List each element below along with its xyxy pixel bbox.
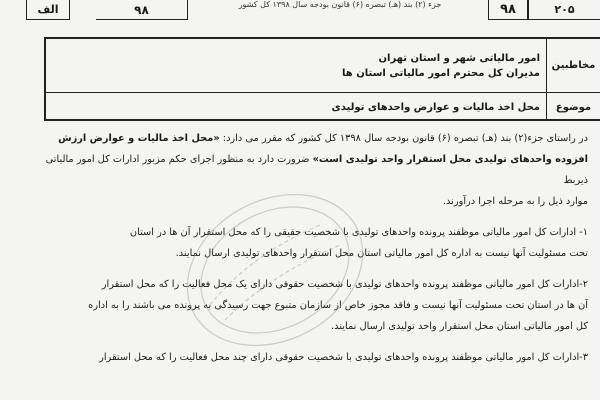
intro-text-3: موارد ذیل را به مرحله اجرا درآورند. bbox=[442, 196, 588, 207]
circular-body bbox=[40, 128, 588, 368]
item-2-line-3: کل امور مالیاتی استان محل استقرار واحد تولیدی ارسال نمایند. bbox=[331, 321, 588, 332]
document-top-strip bbox=[0, 0, 600, 22]
item-1-line-2: تحت مسئولیت آنها نیست به اداره کل امور مالیاتی استان محل استقرار واحدهای تولیدی ارسال نمایند. bbox=[175, 248, 588, 259]
subject-label: موضوع bbox=[546, 93, 600, 121]
item-2-line-1: ۲-ادارات کل امور مالیاتی موظفند پرونده واحدهای تولیدی با شخصیت حقوقی دارای یک محل فعالیت را که محل استقرار bbox=[101, 279, 588, 290]
addressee-line-1: امور مالیاتی شهر و استان تهران bbox=[378, 52, 540, 64]
addressees-row bbox=[46, 39, 600, 93]
addressees-label: مخاطبین bbox=[546, 39, 600, 92]
intro-paragraph bbox=[40, 128, 588, 212]
addressees-content bbox=[342, 39, 540, 92]
item-1-line-1: ۱- ادارات کل امور مالیاتی موظفند پرونده واحدهای تولیدی با شخصیت حقیقی را که محل استقرار آن ها در استان bbox=[129, 227, 588, 238]
header-table bbox=[44, 37, 600, 121]
addressee-line-2: مدیران کل محترم امور مالیاتی استان ها bbox=[342, 67, 540, 79]
subject-row bbox=[46, 93, 600, 121]
circular-number-box: ۲۰۵ bbox=[528, 0, 600, 20]
item-2-line-2: آن ها در استان تحت مسئولیت آنها نیست و فاقد مجوز خاص از سازمان متبوع جهت رسیدگی به پرونده می باشند را به اداره bbox=[88, 300, 588, 311]
item-1-paragraph bbox=[40, 222, 588, 264]
item-3-paragraph bbox=[40, 347, 588, 368]
year-box: ۹۸ bbox=[96, 0, 188, 20]
year-number-box: ۹۸ bbox=[488, 0, 528, 20]
intro-bold-1: «محل اخذ مالیات و عوارض ارزش bbox=[58, 133, 220, 144]
circular-title-fragment: جزء (۲) بند (هـ) تبصره (۶) قانون بودجه سال ۱۳۹۸ کل کشور bbox=[238, 0, 442, 9]
item-2-paragraph bbox=[40, 274, 588, 337]
intro-bold-2: افزوده واحدهای تولیدی محل استقرار واحد تولیدی است» bbox=[312, 154, 588, 165]
intro-text-2: ضرورت دارد به منظور اجرای حکم مزبور ادارات کل امور مالیاتی ذیربط bbox=[45, 154, 588, 186]
item-3-line-1: ۳-ادارات کل امور مالیاتی موظفند پرونده واحدهای تولیدی با شخصیت حقوقی دارای چند محل فعالیت را که محل استقرار bbox=[99, 352, 588, 363]
form-code-box: الف bbox=[26, 0, 70, 20]
subject-text: محل اخذ مالیات و عوارض واحدهای تولیدی bbox=[331, 101, 540, 113]
intro-text-1: در راستای جزء(۲) بند (هـ) تبصره (۶) قانون بودجه سال ۱۳۹۸ کل کشور که مقرر می دارد: bbox=[219, 133, 588, 144]
subject-content bbox=[332, 93, 540, 121]
